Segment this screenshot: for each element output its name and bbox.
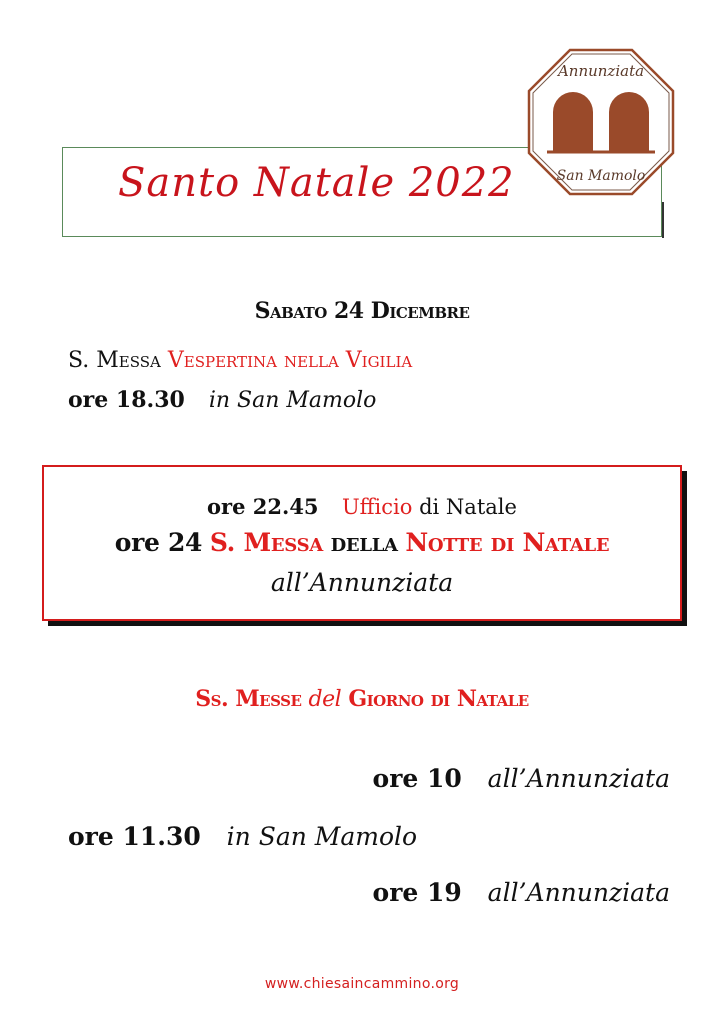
website-link[interactable]: www.chiesaincammino.org xyxy=(264,976,460,992)
midnight-mass-c: Notte di Natale xyxy=(405,528,610,557)
day-heading-b: del xyxy=(308,687,342,712)
day-mass-time: ore 19 xyxy=(372,878,462,907)
vigil-time: ore 18.30 xyxy=(68,387,185,413)
vigil-place: in San Mamolo xyxy=(208,388,377,413)
day-mass-place: all’Annunziata xyxy=(487,764,670,793)
office-word: Ufficio xyxy=(341,495,413,519)
title-frame-shadow xyxy=(662,202,664,238)
vigil-prefix: S. Messa xyxy=(68,348,161,373)
day-heading-c: Giorno di Natale xyxy=(348,686,529,712)
vigil-time-line xyxy=(68,387,376,413)
day-mass-item xyxy=(373,764,670,793)
logo-bottom-text: San Mamolo xyxy=(556,168,646,184)
office-time: ore 22.45 xyxy=(207,494,319,519)
day-mass-item xyxy=(68,822,417,851)
logo-top-text: Annunziata xyxy=(557,62,645,80)
midnight-time: ore 24 xyxy=(114,528,203,557)
midnight-place: all’Annunziata xyxy=(270,568,454,597)
vigil-title: Vespertina nella Vigilia xyxy=(167,348,413,373)
midnight-mass-line xyxy=(0,528,724,557)
parish-logo xyxy=(527,48,675,196)
day-heading xyxy=(0,686,724,712)
office-rest: di Natale xyxy=(419,495,517,519)
page-title: Santo Natale 2022 xyxy=(118,160,515,206)
office-line xyxy=(0,494,724,519)
day-mass-time: ore 10 xyxy=(372,764,462,793)
day-heading-a: Ss. Messe xyxy=(195,686,302,712)
day-mass-time: ore 11.30 xyxy=(68,822,201,851)
vigil-mass-line xyxy=(68,348,412,373)
day-mass-place: in San Mamolo xyxy=(226,822,418,851)
day-mass-item xyxy=(373,878,670,907)
midnight-mass-a: S. Messa xyxy=(209,528,323,557)
midnight-mass-b: della xyxy=(330,528,398,557)
day-mass-place: all’Annunziata xyxy=(487,878,670,907)
saturday-heading: Sabato 24 Dicembre xyxy=(254,298,470,324)
night-box-shadow-bottom xyxy=(48,621,687,626)
